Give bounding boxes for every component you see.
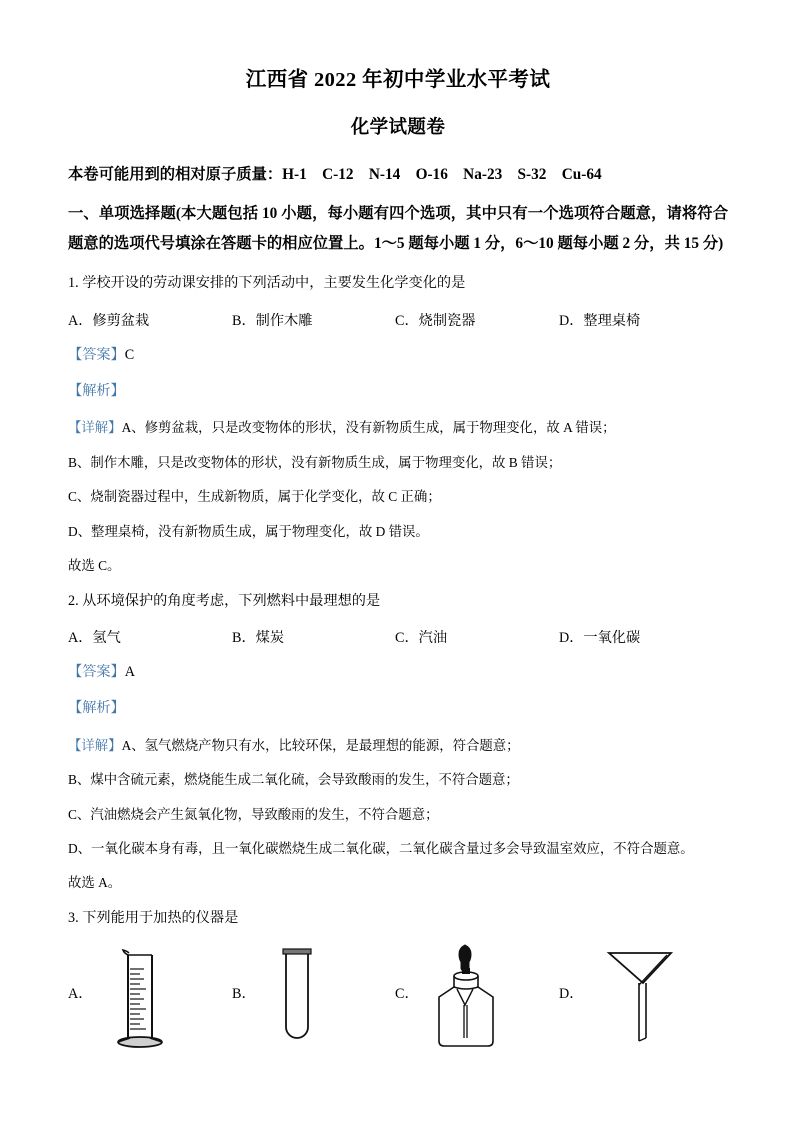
question-2-detail-c: C、汽油燃烧会产生氮氧化物，导致酸雨的发生，不符合题意； xyxy=(68,806,439,822)
question-2-option-c[interactable]: C．汽油 xyxy=(395,629,448,646)
detail-marker: 【详解】 xyxy=(68,737,122,753)
question-1-option-c[interactable]: C．烧制瓷器 xyxy=(395,312,476,329)
question-1-stem: 1. 学校开设的劳动课安排的下列活动中，主要发生化学变化的是 xyxy=(68,275,466,292)
question-1-detail-b: B、制作木雕，只是改变物体的形状，没有新物质生成，属于物理变化，故 B 错误； xyxy=(68,454,562,470)
question-2-stem: 2. 从环境保护的角度考虑，下列燃料中最理想的是 xyxy=(68,592,381,609)
question-1-answer-value: C xyxy=(124,346,135,363)
question-2-detail-a xyxy=(68,719,728,755)
page-subtitle: 化学试题卷 xyxy=(350,117,446,138)
analysis-marker: 【解析】 xyxy=(68,699,125,716)
question-2-options xyxy=(68,612,728,647)
question-1-detail-a xyxy=(68,401,728,437)
question-2-analysis-marker-line xyxy=(68,683,728,719)
question-2-detail-b: B、煤中含硫元素，燃烧能生成二氧化硫，会导致酸雨的发生，不符合题意； xyxy=(68,772,519,788)
question-3-options xyxy=(68,929,728,1061)
question-3-option-b-label: B． xyxy=(232,986,256,1003)
question-1-options xyxy=(68,295,728,330)
relative-atomic-mass-line: 本卷可能用到的相对原子质量：H-1 C-12 N-14 O-16 Na-23 S-32 Cu-64 xyxy=(68,165,602,183)
question-2-detail-d: D、一氧化碳本身有毒，且一氧化碳燃烧生成二氧化碳，二氧化碳含量过多会导致温室效应，不符合题意。 xyxy=(68,840,694,856)
question-2-conclusion: 故选 A。 xyxy=(68,875,122,891)
question-1-option-d[interactable]: D．整理桌椅 xyxy=(559,312,641,329)
question-1-answer xyxy=(68,330,728,366)
question-2-detail-a-text: A、氢气燃烧产物只有水，比较环保，是最理想的能源，符合题意； xyxy=(121,737,520,753)
analysis-marker: 【解析】 xyxy=(68,382,125,399)
question-1-detail-d: D、整理桌椅，没有新物质生成，属于物理变化，故 D 错误。 xyxy=(68,523,429,539)
question-1-analysis-marker-line xyxy=(68,366,728,402)
question-2-option-b[interactable]: B．煤炭 xyxy=(232,629,285,646)
question-2-answer-value: A xyxy=(124,663,136,680)
question-1-option-b[interactable]: B．制作木雕 xyxy=(232,312,313,329)
dropper-bottle-icon xyxy=(417,943,527,1053)
measuring-cylinder-icon xyxy=(96,943,206,1053)
question-3-stem: 3. 下列能用于加热的仪器是 xyxy=(68,909,239,926)
funnel-icon xyxy=(593,943,703,1053)
question-1-detail-c: C、烧制瓷器过程中，生成新物质，属于化学变化，故 C 正确； xyxy=(68,489,441,505)
question-3-option-c-label: C． xyxy=(395,986,419,1003)
question-1-option-a[interactable]: A．修剪盆栽 xyxy=(68,312,150,329)
page-title: 江西省 2022 年初中学业水平考试 xyxy=(245,69,551,91)
detail-marker: 【详解】 xyxy=(68,420,122,436)
question-2-option-a[interactable]: A．氢气 xyxy=(68,629,121,646)
question-3-option-a-label: A． xyxy=(68,986,93,1003)
question-1-detail-a-text: A、修剪盆栽，只是改变物体的形状，没有新物质生成，属于物理变化，故 A 错误； xyxy=(121,420,616,436)
test-tube-icon xyxy=(252,943,362,1053)
section-heading-multiple-choice: 一、单项选择题(本大题包括 10 小题，每小题有四个选项，其中只有一个选项符合题意，请将符合题意的选项代号填涂在答题卡的相应位置上。1～5 题每小题 1 分，6～10 题每小题 2 分，共 15 分) xyxy=(68,204,728,252)
question-3-option-d-label: D． xyxy=(559,986,584,1003)
question-2-option-d[interactable]: D．一氧化碳 xyxy=(559,629,641,646)
answer-marker: 【答案】 xyxy=(68,663,125,680)
question-1-conclusion: 故选 C。 xyxy=(68,558,121,574)
question-2-answer xyxy=(68,647,728,683)
answer-marker: 【答案】 xyxy=(68,346,125,363)
page-content xyxy=(68,0,728,1061)
